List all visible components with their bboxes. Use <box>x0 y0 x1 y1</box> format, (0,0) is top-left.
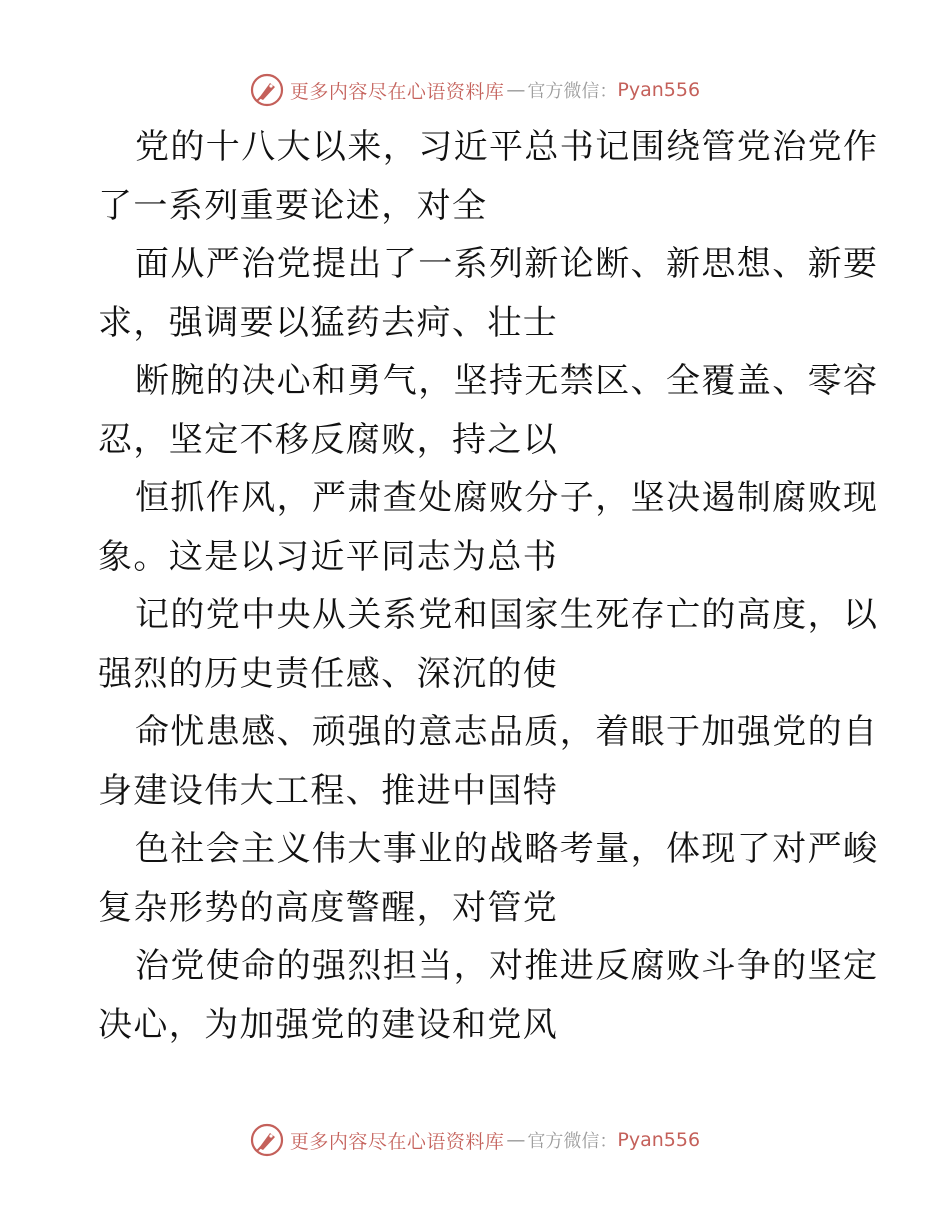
watermark-site-text: 更多内容尽在心语资料库 <box>289 80 505 103</box>
watermark-separator: — <box>506 1129 526 1151</box>
paragraph-first-line: 记的党中央从关系党和国家生死存亡的高度，以 <box>135 595 879 635</box>
paragraph-first-line: 断腕的决心和勇气，坚持无禁区、全覆盖、零容 <box>135 361 879 401</box>
paragraph-second-line: 了一系列重要论述，对全 <box>98 185 488 226</box>
paragraph-first-line: 党的十八大以来，习近平总书记围绕管党治党作 <box>135 127 879 167</box>
watermark-wechat-id: Pyan556 <box>617 1129 701 1151</box>
watermark-wechat-label: 官方微信： <box>527 1131 618 1152</box>
paragraph <box>98 118 879 235</box>
watermark-wechat-id: Pyan556 <box>617 79 701 101</box>
paragraph <box>98 586 879 703</box>
pen-nib-logo-icon <box>250 1123 284 1157</box>
paragraph-first-line: 命忧患感、顽强的意志品质，着眼于加强党的自 <box>135 712 879 752</box>
paragraph-second-line: 身建设伟大工程、推进中国特 <box>98 770 559 811</box>
footer-watermark <box>0 1120 950 1160</box>
watermark-site-text: 更多内容尽在心语资料库 <box>289 1130 505 1153</box>
paragraph-second-line: 强烈的历史责任感、深沉的使 <box>98 653 559 694</box>
paragraph <box>98 235 879 352</box>
watermark-separator: — <box>506 79 526 101</box>
paragraph <box>98 820 879 937</box>
paragraph-first-line: 色社会主义伟大事业的战略考量，体现了对严峻 <box>135 829 879 869</box>
paragraph-second-line: 求，强调要以猛药去疴、壮士 <box>98 302 559 343</box>
paragraph <box>98 703 879 820</box>
paragraph-second-line: 象。这是以习近平同志为总书 <box>98 536 559 577</box>
header-watermark <box>0 70 950 110</box>
paragraph-second-line: 决心，为加强党的建设和党风 <box>98 1004 559 1045</box>
pen-nib-logo-icon <box>250 73 284 107</box>
paragraph <box>98 469 879 586</box>
watermark-wechat-label: 官方微信： <box>527 81 618 102</box>
document-body <box>98 118 879 1054</box>
paragraph-second-line: 复杂形势的高度警醒，对管党 <box>98 887 559 928</box>
paragraph <box>98 352 879 469</box>
paragraph-first-line: 治党使命的强烈担当，对推进反腐败斗争的坚定 <box>135 946 879 986</box>
paragraph-first-line: 面从严治党提出了一系列新论断、新思想、新要 <box>135 244 879 284</box>
paragraph-first-line: 恒抓作风，严肃查处腐败分子，坚决遏制腐败现 <box>135 478 879 518</box>
paragraph <box>98 937 879 1054</box>
paragraph-second-line: 忍，坚定不移反腐败，持之以 <box>98 419 559 460</box>
